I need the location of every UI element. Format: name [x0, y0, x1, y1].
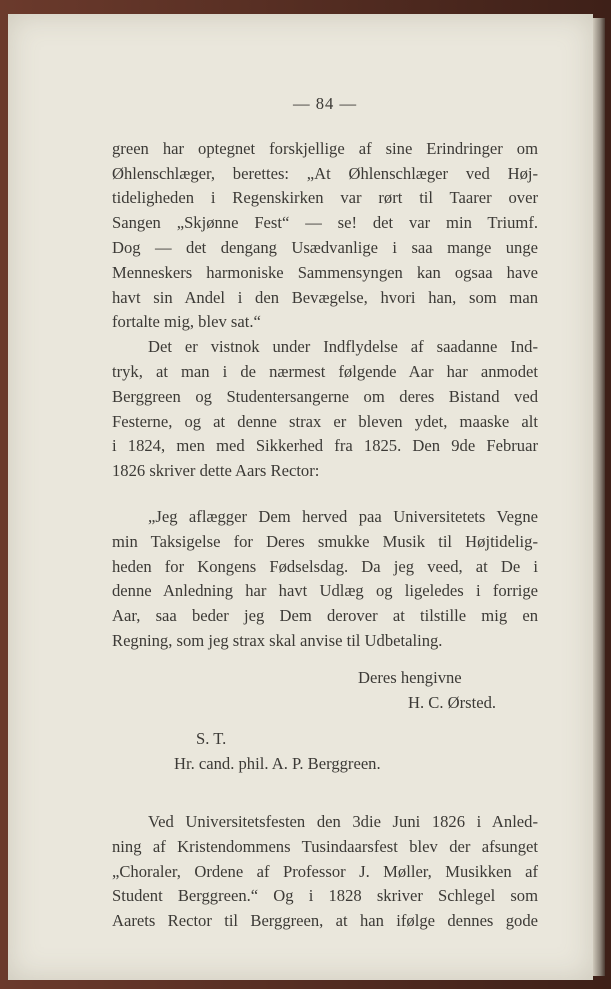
text-line: tryk, at man i de nærmest følgende Aar har anmodet — [112, 361, 538, 381]
text-line: i 1824, men med Sikkerhed fra 1825. Den 9de Februar — [112, 436, 538, 456]
letter-salutation: S. T. — [196, 729, 227, 749]
letter-signature: H. C. Ørsted. — [408, 692, 497, 712]
text-line: Aarets Rector til Berggreen, at han ifølge dennes gode — [112, 911, 538, 931]
text-line: „Choraler, Ordene af Professor J. Møller, Musikken af — [112, 861, 538, 881]
text-line: denne Anledning har havt Udlæg og ligeledes i forrige — [112, 581, 538, 601]
text-line: heden for Kongens Fødselsdag. Da jeg veed, at De i — [112, 556, 538, 576]
page-text — [112, 92, 538, 934]
text-line: havt sin Andel i den Bevægelse, hvori han, som man — [112, 287, 538, 307]
text-line: Menneskers harmoniske Sammensyngen kan ogsaa have — [112, 262, 538, 282]
letter-quote — [112, 505, 538, 654]
text-line: ning af Kristendommens Tusindaarsfest blev der afsunget — [112, 836, 538, 856]
spacer — [112, 654, 538, 666]
text-line: green har optegnet forskjellige af sine Erindringer om — [112, 138, 538, 158]
spacer — [112, 798, 538, 810]
spacer — [112, 777, 538, 798]
text-line: Berggreen og Studentersangerne om deres Bistand ved — [112, 386, 538, 406]
text-line: Sangen „Skjønne Fest“ — se! det var min Triumf. — [112, 213, 538, 233]
text-line: fortalte mig, blev sat.“ — [112, 312, 261, 332]
text-line: Det er vistnok under Indflydelse af saadanne Ind- — [148, 337, 538, 357]
text-line: tideligheden i Regenskirken var rørt til Taarer over — [112, 188, 538, 208]
text-line: Regning, som jeg strax skal anvise til Udbetaling. — [112, 630, 443, 650]
text-line: Øhlenschlæger, berettes: „At Øhlenschlæger ved Høj- — [112, 163, 538, 183]
text-line: Dog — det dengang Usædvanlige i saa mange unge — [112, 237, 538, 257]
paragraph-3 — [112, 810, 538, 934]
text-line: Ved Universitetsfesten den 3die Juni 1826 i Anled- — [148, 811, 538, 831]
text-line: Student Berggreen.“ Og i 1828 skriver Schlegel som — [112, 886, 538, 906]
letter-addressee: Hr. cand. phil. A. P. Berggreen. — [174, 754, 381, 774]
text-line: „Jeg aflægger Dem herved paa Universitetets Vegne — [148, 506, 538, 526]
spacer — [112, 484, 538, 505]
paragraph-2 — [112, 335, 538, 484]
text-line: 1826 skriver dette Aars Rector: — [112, 461, 320, 481]
page-number: — 84 — — [292, 94, 358, 113]
paragraph-1 — [112, 137, 538, 335]
spacer — [112, 715, 538, 727]
text-line: Aar, saa beder jeg Dem derover at tilstille mig en — [112, 606, 538, 626]
letter-closing: Deres hengivne — [358, 667, 462, 687]
text-line: Festerne, og at denne strax er bleven ydet, maaske alt — [112, 411, 538, 431]
page-edge — [593, 18, 605, 976]
text-line: min Taksigelse for Deres smukke Musik til Højtidelig- — [112, 531, 538, 551]
